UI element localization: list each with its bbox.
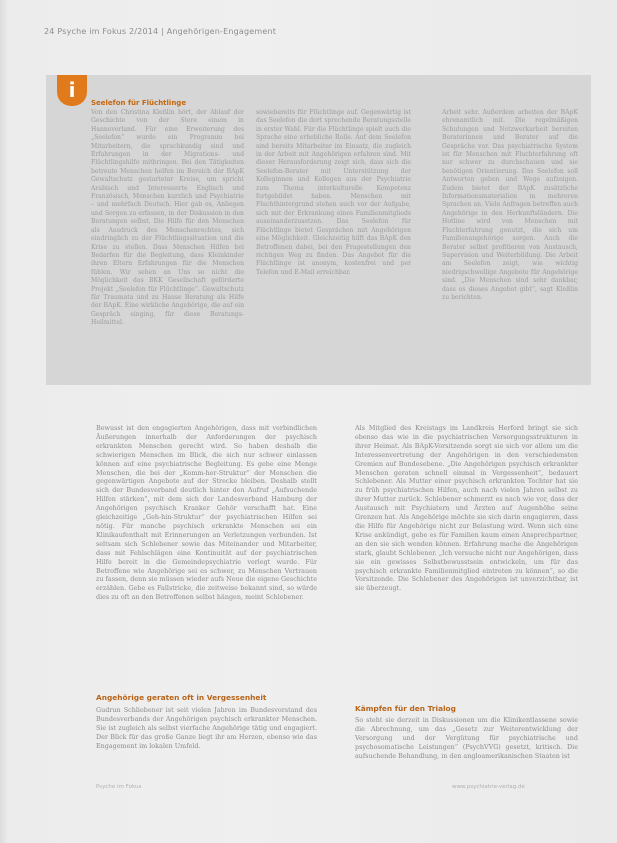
article-text-2b: So steht sie derzeit in Diskussionen um die Klinikentlassene sowie die Abrechnung, um das „Gesetz zur Weiterentwicklung der Versorgung und der Vergütung für psychiatrische und psychosomatische Leistungen“ (PsychVVG) gesetzt, kritisch. Die aufsuchende Behandlung, in den angloamerikanischen Staaten ist <box>355 716 578 760</box>
article-column-2b <box>355 716 578 776</box>
article-column-1b <box>96 706 317 759</box>
subheading-2: Kämpfen für den Trialog <box>355 704 456 713</box>
info-box-column-2 <box>256 109 411 381</box>
footer-left: Psyche im Fokus <box>96 784 142 790</box>
info-box-title: Seelefon für Flüchtlinge <box>91 99 187 107</box>
info-box-text-3: Arbeit sehr. Außerdem arbeiten der BApK ehrenamtlich mit. Die regelmäßigen Schulungen und Netzwerkarbeit bereiten Beraterinnen und Berater auf die Gespräche vor. Das psychiatrische System ist für Menschen mit Fluchterfahrung oft nur schwer zu durchschauen und sie benötigen Orientierung. Das Seelefon soll Antworten geben und Wege aufzeigen. Zudem bietet der BApK zusätzliche Informationsmaterialien in mehreren Sprachen an. Viele Anfragen betreffen auch Angehörige in den Herkunftsländern. Die Hotline wird von Menschen mit Fluchterfahrung genutzt, die sich um Familienangehörige sorgen. Auch die Berater selbst profitieren von Austausch, Supervision und Weiterbildung. Die Arbeit am Seelefon zeigt, wie wichtig niedrigschwellige Angebote für Angehörige sind. „Die Menschen sind sehr dankbar, dass es dieses Angebot gibt“, sagt Kleßlin zu berichten. <box>442 109 578 301</box>
info-box-column-3 <box>442 109 578 381</box>
info-icon: i <box>57 75 87 106</box>
article-text-2: Als Mitglied des Kreistags im Landkreis Herford bringt sie sich ebenso das wie in die psychiatrischen Versorgungsstrukturen in ihrer Heimat. Als BApK-Vorsitzende sorgt sie sich vor allem um die Interessenvertretung der Angehörigen in den verschiedensten Gremien auf Bundesebene. „Die Angehörigen psychisch erkrankter Menschen geraten schnell einmal in Vergessenheit“, bedauert Schlebener. Als Mutter einer psychisch erkrankten Tochter hat sie zu früh psychiatrischen Hilfen, auch nach vielen Jahren selbst zu ihrer Mutter zurück. Schlebener schmerzt es nach wie vor, dass der Austausch mit Psychiatern und Ärzten auf Augenhöhe seine Grenzen hat. Als Angehörige möchte sie sich darin engagieren, dass die Hilfe für Angehörige nicht zur Belastung wird. Wenn sich eine Krise ankündigt, gebe es für Familien kaum einen Ansprechpartner, an den sie sich wenden können. Erfahrung mache die Angehörigen stark, glaubt Schlebener. „Ich versuche nicht nur Angehörigen, dass sie ein gewisses Selbstbewusstsein entwickeln, um für das psychisch erkrankte Familienmitglied eintreten zu können“, so die Vorsitzende. Die Schlebener des Angehörigen ist unverzichtbar, ist sie überzeugt. <box>355 424 578 593</box>
info-box-text-1: Von den Christina Kleßlin hört, der Ablauf der Geschichte von der Stere einem in Hannoverland. Für eine Erweiterung des „Seelefon“ wurde ein Programm bei Mitarbeitern, die sprachkundig sind und Erfahrungen in der Migrations- und Flüchtlingshilfe mitbringen. Bei den Tätigkeiten betreute Menschen helfen im Bereich der BApK Gewaltschutz gestarteter Kreise, um spricht Arabisch und Interessierte Englisch und Französisch, Menschen kurzlich und Psychiatrie – und mehrfach Deutsch. Hier gab es, Anliegen und Sorgen zu erfassen, in der Diskussion in den Beratungen selbst. Die Hilfe für den Menschen als Ausdruck des Menschenrechtes, sich eindringlich zu der Flüchtlingssituation und die Krise zu stellen. Dass Menschen Hilfen bei Bedarfen für die Begleitung, dass Kleinkinder ihren Eltern Erfahrungen für die Menschen fühlen. Wir sehen an Uns so nicht die Möglichkeit das BKK Gesellschaft geförderte Projekt „Seelefon für Flüchtlinge“. Gewaltschutz für Traumata und zu Hause Beratung als Hilfe der BApK. Eine wirkliche Angehörige, die auf ein Gespräch einging, für diese Beratungs-Heilmittel. <box>91 109 244 327</box>
article-text-1b: Gudrun Schliebener ist seit vielen Jahren im Bundesvorstand des Bundesverbands der Angehörigen psychisch erkrankter Menschen. Sie ist zugleich als selbst vierfache Angehörige tätig und engagiert. Der Blick für das große Ganze liegt ihr am Herzen, ebenso wie das Engagement im lokalen Umfeld. <box>96 706 317 750</box>
article-column-2 <box>355 424 578 675</box>
running-head: 24 Psyche im Fokus 2/2014 | Angehörigen-Engagement <box>44 27 277 36</box>
footer-right: www.psychiatrie-verlag.de <box>452 784 525 790</box>
info-box-column-1 <box>91 109 244 381</box>
subheading-1: Angehörige geraten oft in Vergessenheit <box>96 693 267 702</box>
info-box-text-2: sowiebereits für Flüchtlinge auf. Gegenwärtig ist das Seelefon die dort sprechende Beratungsstelle in erster Wahl. Für die Flüchtlinge spielt auch die Sprache eine erhebliche Rolle. Auf dem Seelefon sind bereits Mitarbeiter im Einsatz, die zugleich in der Arbeit mit Angehörigen erfahren sind. Mit dieser Herausforderung zeigt sich, dass sich die Seelefon-Berater mit Unterstützung der Kolleginnen und Kollegen aus der Psychiatrie zum Thema interkulturelle Kompetenz fortgebildet haben. Menschen mit Fluchthintergrund stehen auch vor der Aufgabe, sich mit der Erkrankung eines Familienmitglieds auseinanderzusetzen. Das Seelefon für Flüchtlinge bietet Gesprächen mit Angehörigen eine Möglichkeit. Gleichzeitig hilft das BApK den Betroffenen dabei, bei den Fragestellungen den richtigen Weg zu finden. Das Angebot für die Flüchtlinge ist anonym, kostenfrei und per Telefon und E-Mail erreichbar. <box>256 109 411 276</box>
article-column-1 <box>96 424 317 664</box>
article-text-1: Bewusst ist den engagierten Angehörigen, dass mit verbindlichen Äußerungen innerhalb der Anforderungen der psychisch erkrankten Menschen gerecht wird. So haben deshalb die schwierigen Menschen im Blick, die sich nur schwer einlassen können auf eine psychiatrische Begleitung. Es gebe eine Menge Menschen, die bei der „Komm-her-Struktur“ der Menschen die gegenwärtigen Angebote auf der Strecke bleiben. Deshalb stellt sich der Bundesverband deutlich hinter den Aufruf „Aufsuchende Hilfen stärken“, mit dem sich der Landesverband Hamburg der Angehörigen psychisch Kranker Gehör verschafft hat. Eine gleichzeitige „Geh-hin-Struktur“ der psychiatrischen Hilfen sei nötig. Für manche psychisch erkrankte Menschen sei ein Klinikaufenthalt mit Erinnerungen an Verletzungen verbunden. Ist seltsam sich Schlebener sowie das Miteinander und Mitarbeiter, dass mit Fehlschlägen eine Kontinuität auf der psychiatrischen Hilfe bereit in die Gemeindepsychiatrie verlegt wurde. Für Betroffene wie Angehörige sei es schwer, zu Menschen Vertrauen zu fassen, denn sie müssen wieder aufs Neue die eigene Geschichte erzählen. Gebe es Fallstricke, die zeitweise bekannt sind, so würde dies zu oft an den Betroffenen selbst hängen, meint Schlebener. <box>96 424 317 602</box>
